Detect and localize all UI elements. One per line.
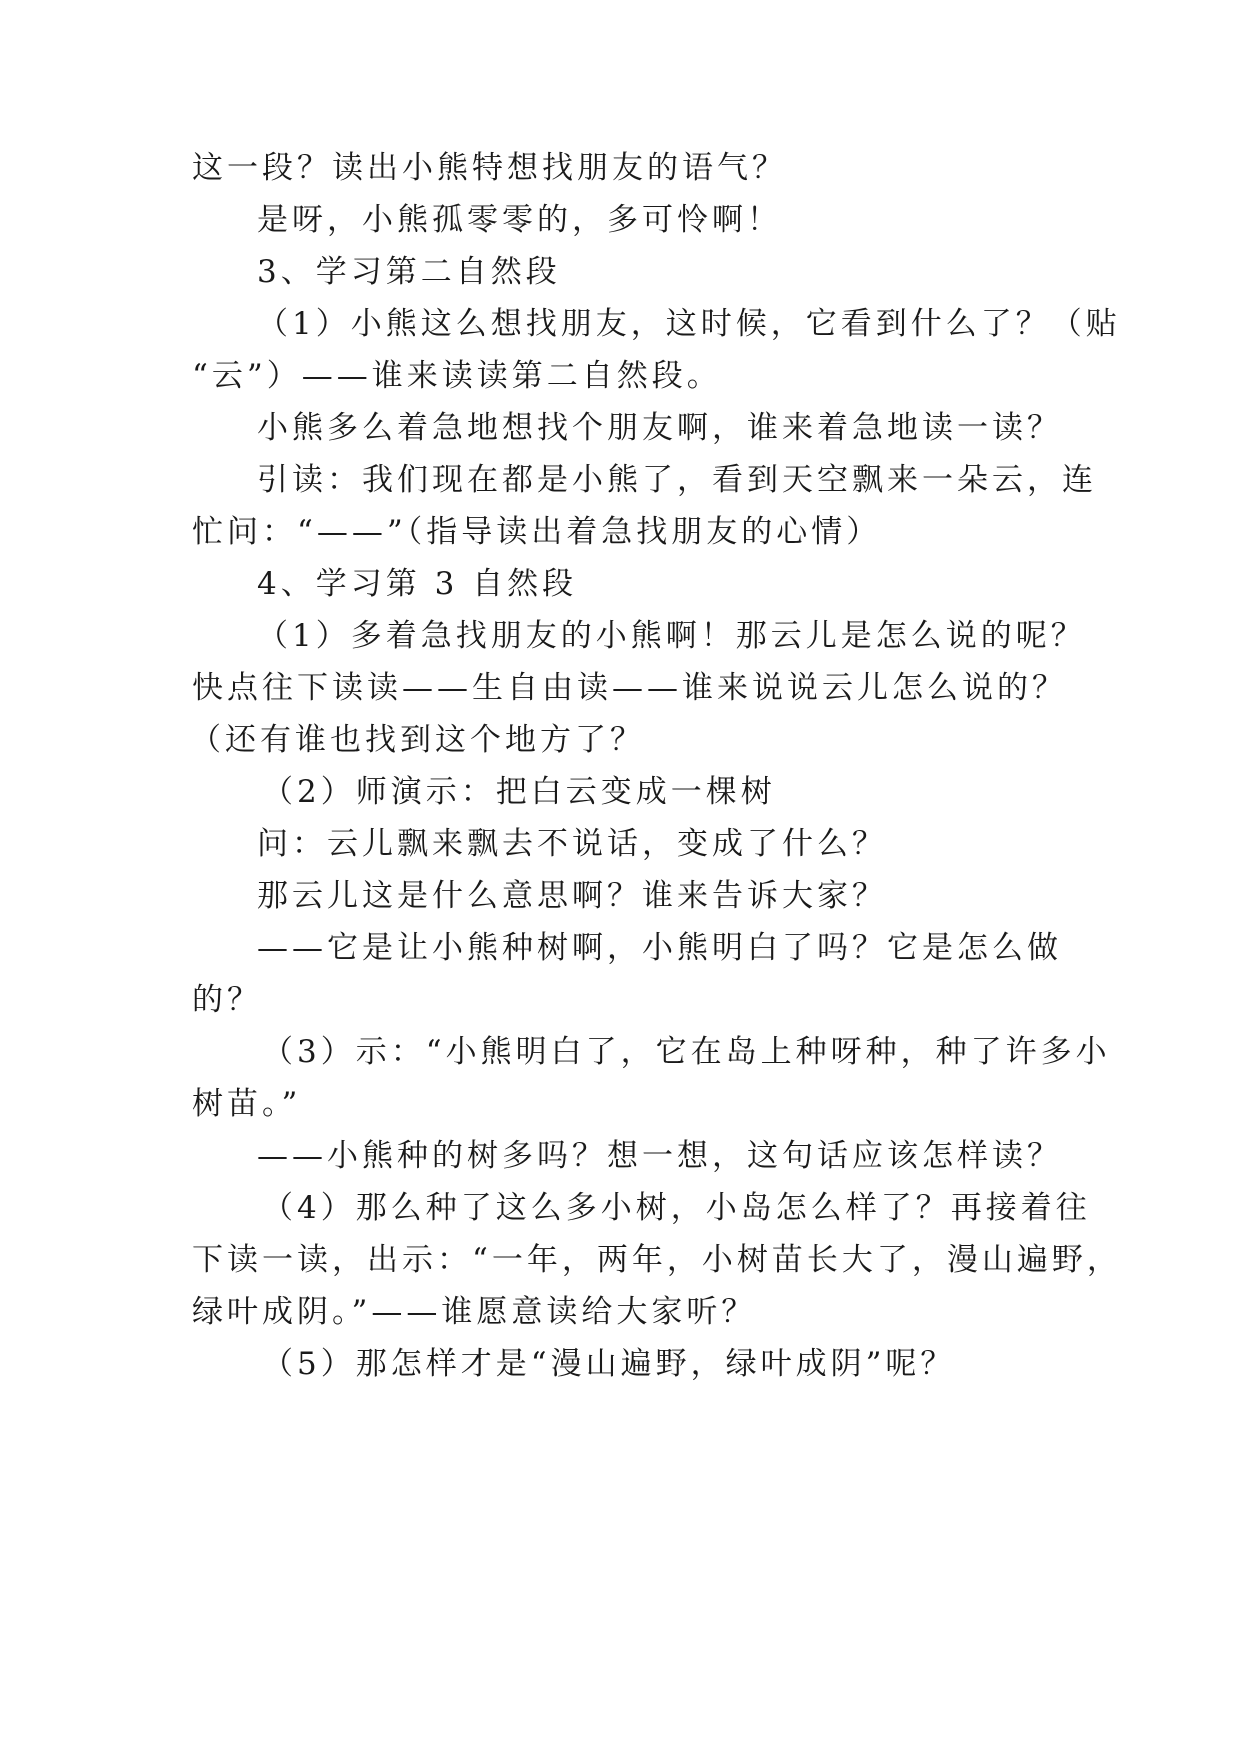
text-line: 引读：我们现在都是小熊了，看到天空飘来一朵云，连 xyxy=(257,462,1097,498)
text-line: （2）师演示：把白云变成一棵树 xyxy=(262,774,776,810)
text-line: 问：云儿飘来飘去不说话，变成了什么？ xyxy=(257,826,887,862)
text-line: 这一段？读出小熊特想找朋友的语气？ xyxy=(192,150,787,186)
text-line: （1）小熊这么想找朋友，这时候，它看到什么了？（贴 xyxy=(257,306,1121,342)
text-line: ——小熊种的树多吗？想一想，这句话应该怎样读？ xyxy=(257,1138,1062,1174)
text-line: （还有谁也找到这个地方了？ xyxy=(190,722,645,758)
text-line: （5）那怎样才是“漫山遍野，绿叶成阴”呢？ xyxy=(262,1346,956,1382)
text-line: 3、学习第二自然段 xyxy=(257,254,561,290)
text-line: （4）那么种了这么多小树，小岛怎么样了？再接着往 xyxy=(262,1190,1091,1226)
text-line: 下读一读，出示：“一年，两年，小树苗长大了，漫山遍野， xyxy=(192,1242,1122,1278)
text-line: 4、学习第 3 自然段 xyxy=(257,566,578,602)
text-line: 绿叶成阴。”——谁愿意读给大家听？ xyxy=(192,1294,757,1330)
text-line: 忙问：“——”（指导读出着急找朋友的心情） xyxy=(192,514,882,550)
text-line: （3）示：“小熊明白了，它在岛上种呀种，种了许多小 xyxy=(262,1034,1111,1070)
text-line: （1）多着急找朋友的小熊啊！那云儿是怎么说的呢？ xyxy=(257,618,1086,654)
text-line: 那云儿这是什么意思啊？谁来告诉大家？ xyxy=(257,878,887,914)
text-line: 树苗。” xyxy=(192,1086,302,1122)
text-line: 的？ xyxy=(192,982,262,1018)
text-line: 是呀，小熊孤零零的，多可怜啊！ xyxy=(257,202,782,238)
text-line: 快点往下读读——生自由读——谁来说说云儿怎么说的？ xyxy=(192,670,1067,706)
text-line: ——它是让小熊种树啊，小熊明白了吗？它是怎么做 xyxy=(257,930,1062,966)
text-line: 小熊多么着急地想找个朋友啊，谁来着急地读一读？ xyxy=(257,410,1062,446)
text-line: “云”）——谁来读读第二自然段。 xyxy=(192,358,722,394)
